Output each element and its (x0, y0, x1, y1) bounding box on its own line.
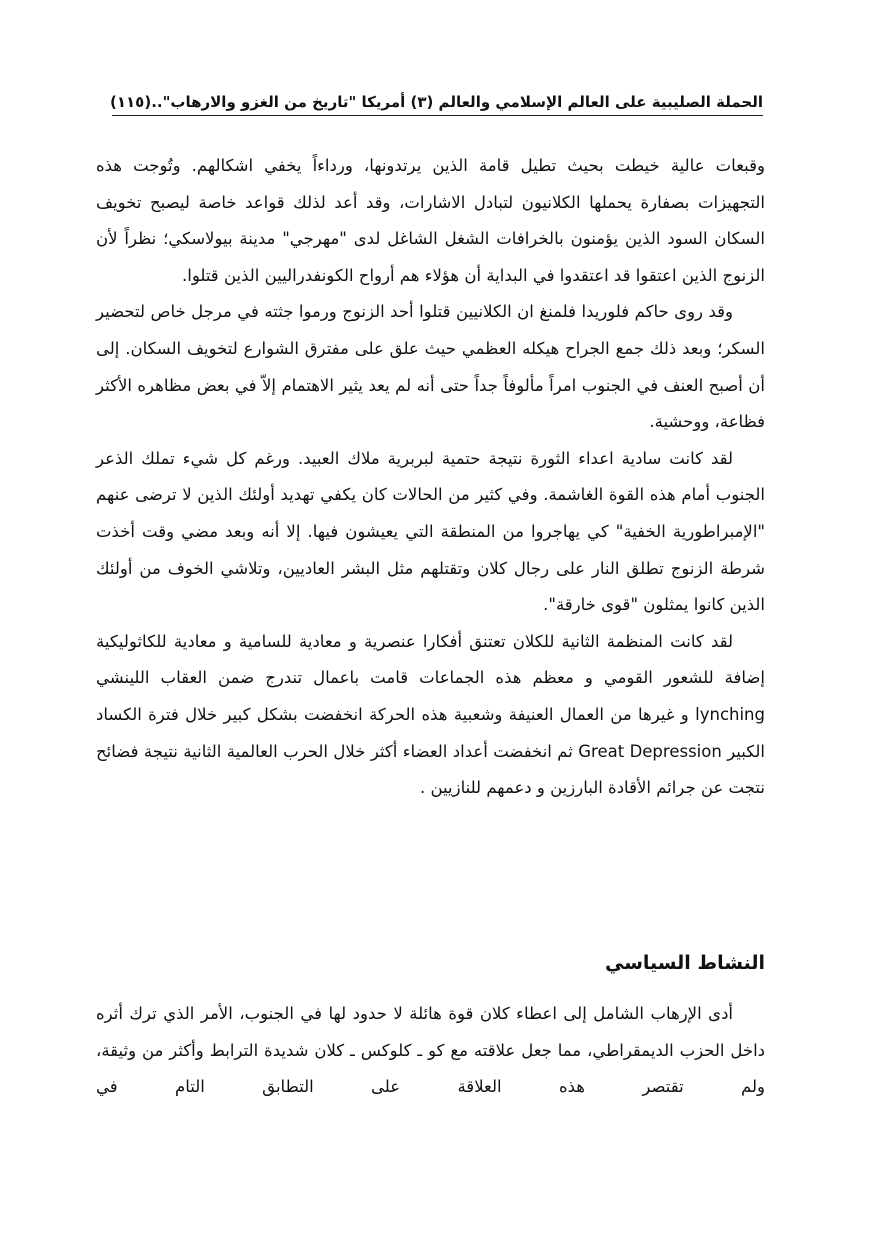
latin-term-lynching: lynching (695, 704, 765, 724)
page-number: (١١٥) (110, 93, 152, 111)
running-title: الحملة الصليبية على العالم الإسلامي والعالم (٣) أمريكا "تاريخ من الغزو والارهاب".. (151, 93, 763, 111)
body-text (96, 148, 765, 807)
section-paragraph: أدى الإرهاب الشامل إلى اعطاء كلان قوة هائلة لا حدود لها في الجنوب، الأمر الذي ترك أثره داخل الحزب الديمقراطي، مما جعل علاقته مع كو ـ كلوكس ـ كلان شديدة الترابط وأكثر من وثيقة، ولم تقتصر هذه العلاقة على التطابق التام في (96, 1004, 765, 1097)
latin-term-great-depression: Great Depression (578, 741, 722, 761)
paragraph-4 (96, 624, 765, 807)
paragraph-4-part-3: ثم انخفضت أعداد العضاء أكثر خلال الحرب العالمية الثانية نتيجة فضائح نتجت عن جرائم الأقادة البارزين و دعمهم للنازيين . (96, 741, 765, 798)
page-header (112, 86, 763, 116)
paragraph-1: وقبعات عالية خيطت بحيث تطيل قامة الذين يرتدونها، ورداءاً يخفي اشكالهم. وتُوجت هذه التجهيزات بصفارة يحملها الكلانيون لتبادل الاشارات، وقد أعد لذلك قواعد خاصة ليصبح تخويف السكان السود الذين يؤمنون بالخرافات الشغل الشاغل لدى "مهرجي" مدينة بيولاسكي؛ نظراً لأن الزنوج الذين اعتقوا قد اعتقدوا في البداية أن هؤلاء هم أرواح الكونفدراليين الذين قتلوا. (96, 156, 765, 285)
section-heading: النشاط السياسي (605, 952, 765, 974)
paragraph-2: وقد روى حاكم فلوريدا فلمنغ ان الكلانيين قتلوا أحد الزنوج ورموا جثته في مرجل خاص لتحضير السكر؛ وبعد ذلك جمع الجراح هيكله العظمي حيث علق على مفترق الشوارع لتخويف السكان. إلى أن أصبح العنف في الجنوب امراً مألوفاً جداً حتى أنه لم يعد يثير الاهتمام إلاّ في بعض مظاهره الأكثر فظاعة، ووحشية. (96, 302, 765, 432)
paragraph-3: لقد كانت سادية اعداء الثورة نتيجة حتمية لبربرية ملاك العبيد. ورغم كل شيء تملك الذعر الجنوب أمام هذه القوة الغاشمة. وفي كثير من الحالات كان يكفي تهديد أولئك الذين لا ترضى عنهم "الإمبراطورية الخفية" كي يهاجروا من المنطقة التي يعيشون فيها. إلا أنه وبعد مضي وقت أخذت شرطة الزنوج تطلق النار على رجال كلان وتقتلهم مثل البشر العاديين، وتلاشي الخوف من أولئك الذين كانوا يمثلون "قوى خارقة". (96, 448, 765, 615)
section-body-text (96, 996, 765, 1106)
paragraph-4-part-1: لقد كانت المنظمة الثانية للكلان تعتنق أفكارا عنصرية و معادية للسامية و معادية للكاثوليكية إضافة للشعور القومي و معظم هذه الجماعات قامت باعمال تندرج ضمن العقاب اللينشي (96, 631, 765, 688)
paragraph-4-part-2: و غيرها من العمال العنيفة وشعبية هذه الحركة انخفضت بشكل كبير خلال فترة الكساد الكبير (96, 704, 765, 761)
